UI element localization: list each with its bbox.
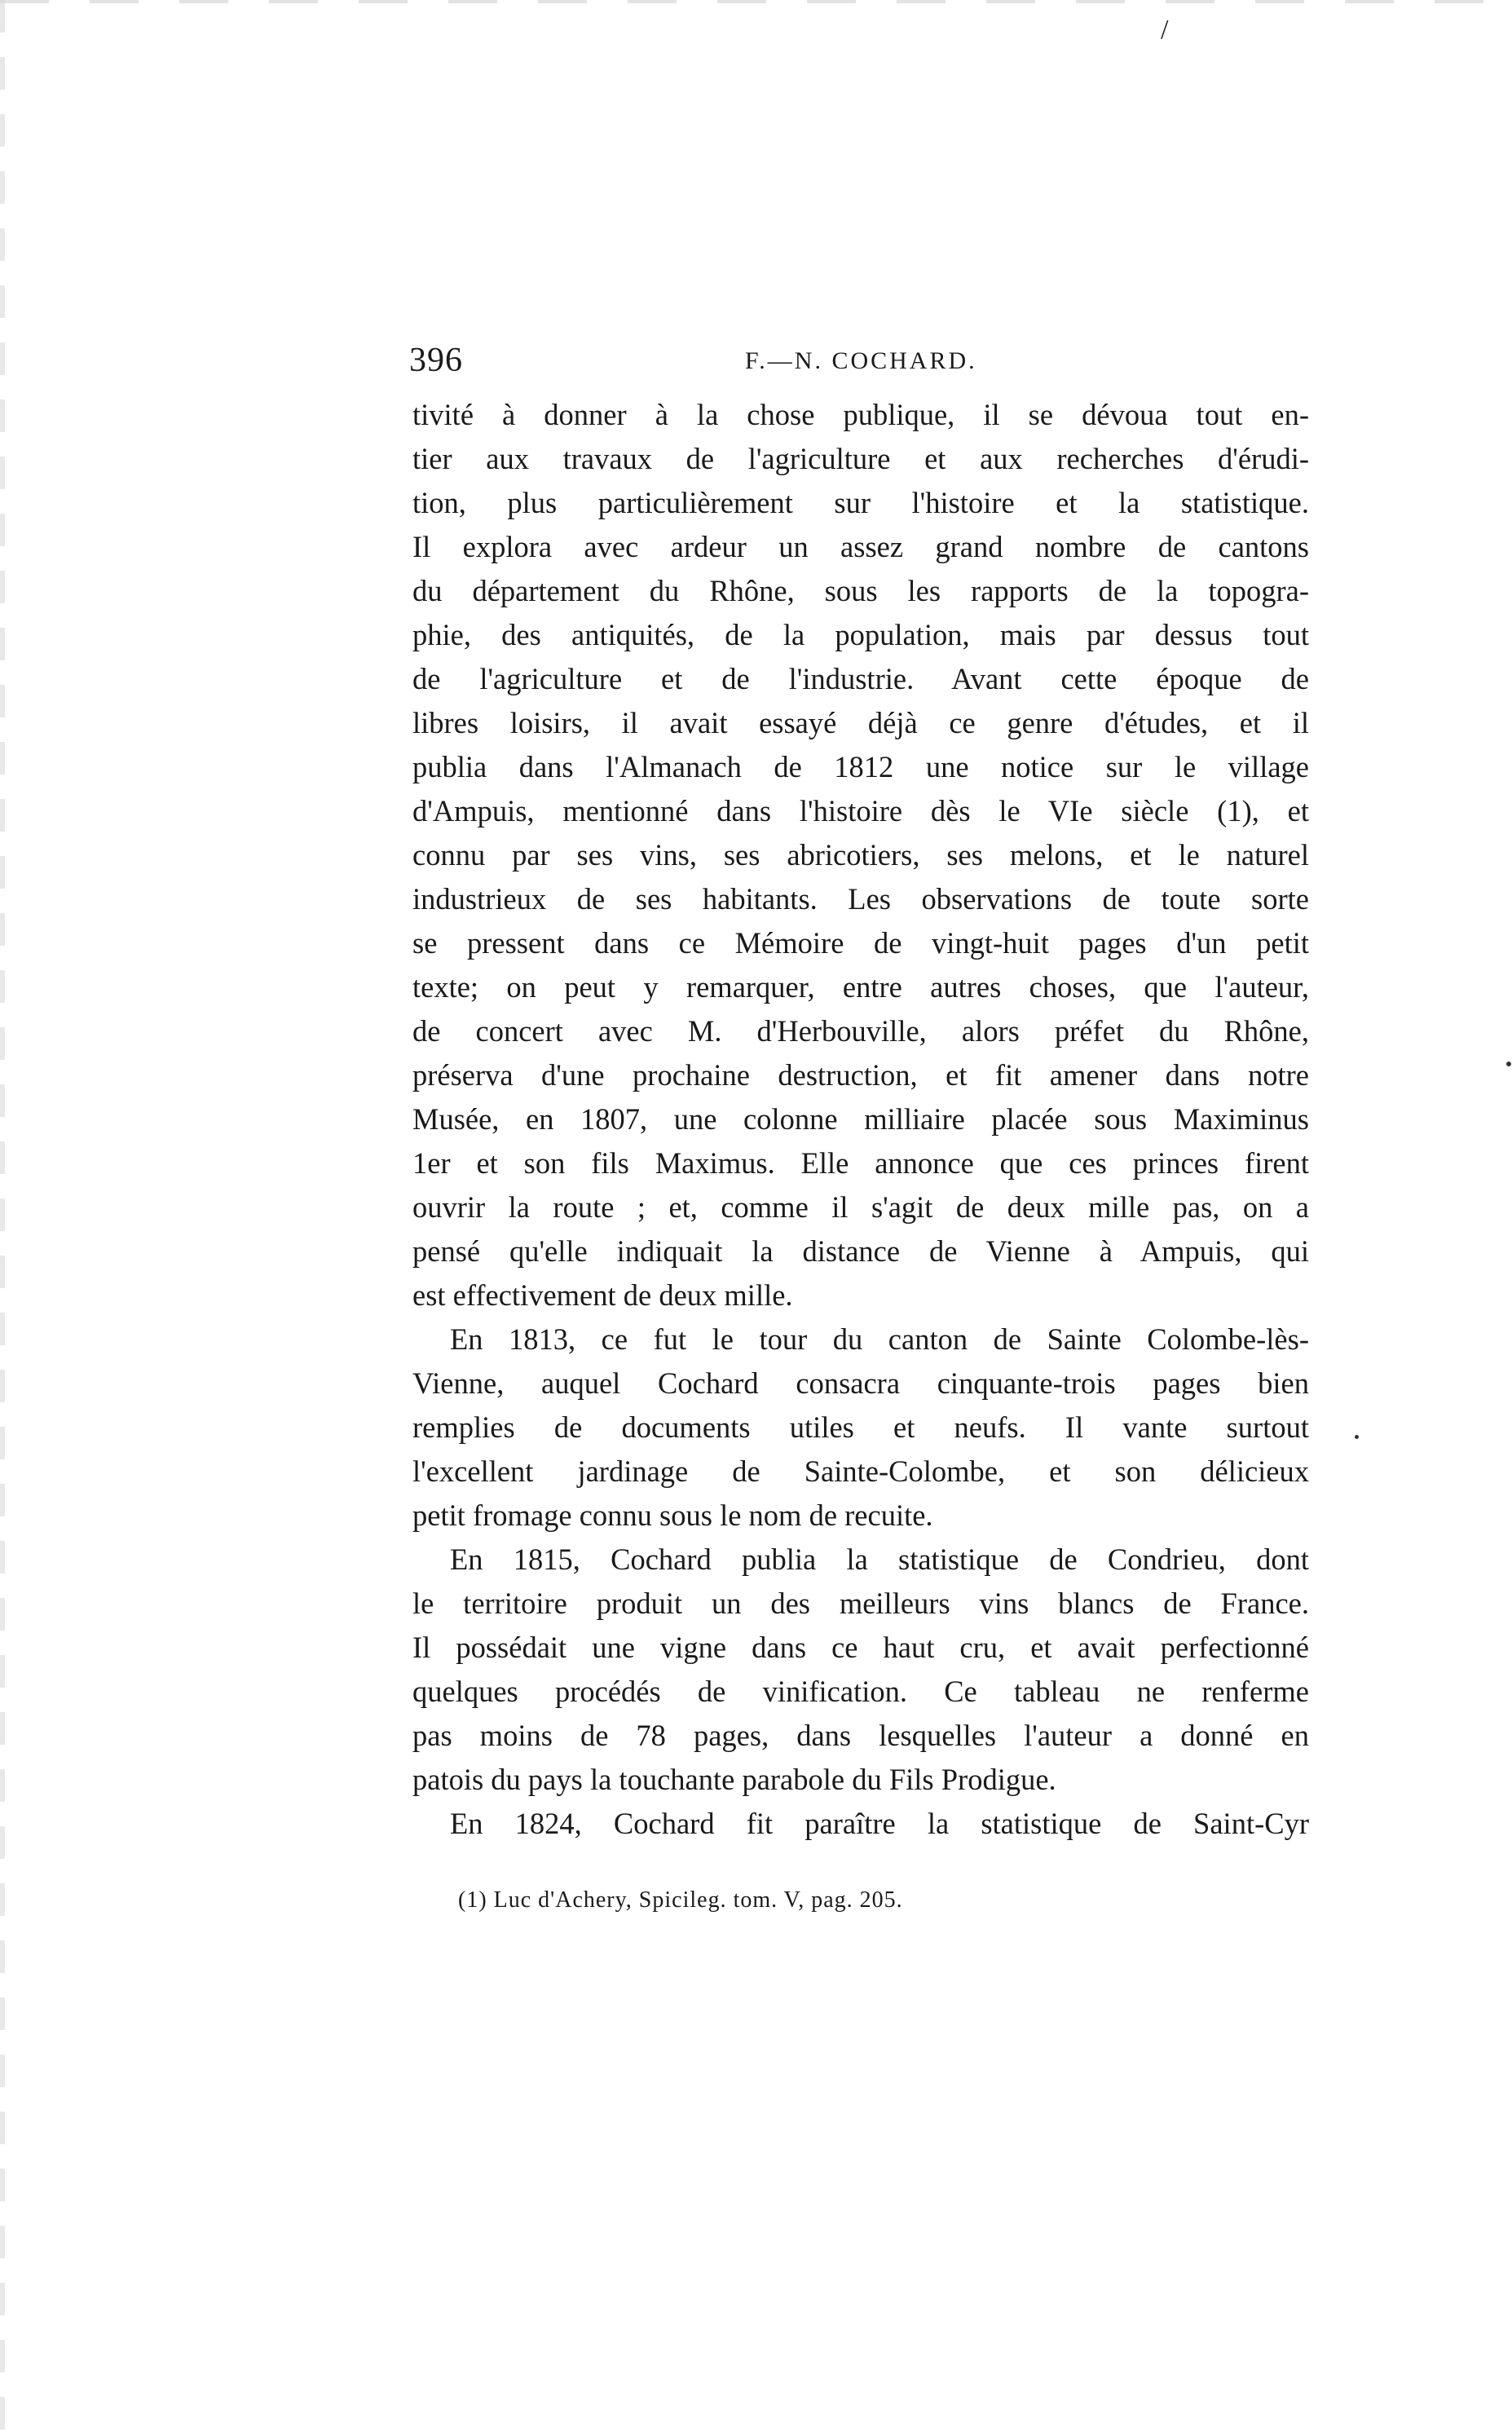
text-line: publia dans l'Almanach de 1812 une notice sur le village	[412, 750, 1309, 783]
text-line: du département du Rhône, sous les rapports de la topogra-	[412, 574, 1309, 607]
text-line: industrieux de ses habitants. Les observations de toute sorte	[412, 882, 1309, 916]
text-line: de l'agriculture et de l'industrie. Avant cette époque de	[412, 662, 1309, 695]
scan-left-edge	[0, 0, 5, 2432]
text-line: 1er et son fils Maximus. Elle annonce que ces princes firent	[412, 1146, 1309, 1180]
text-line: tion, plus particulièrement sur l'histoire et la statistique.	[412, 486, 1309, 519]
text-line: libres loisirs, il avait essayé déjà ce genre d'études, et il	[412, 706, 1309, 739]
ink-speck	[1355, 1435, 1359, 1439]
text-line: ouvrir la route ; et, comme il s'agit de deux mille pas, on a	[412, 1190, 1309, 1224]
scan-top-edge	[0, 0, 1512, 3]
body-text	[412, 393, 1309, 1846]
text-line: En 1815, Cochard publia la statistique de Condrieu, dont	[450, 1543, 1309, 1576]
page-number: 396	[409, 342, 463, 379]
text-line: petit fromage connu sous le nom de recuite.	[412, 1498, 933, 1532]
text-line: pensé qu'elle indiquait la distance de Vienne à Ampuis, qui	[412, 1234, 1309, 1268]
text-line: préserva d'une prochaine destruction, et fit amener dans notre	[412, 1058, 1309, 1092]
corner-mark: /	[1161, 15, 1169, 45]
text-line: le territoire produit un des meilleurs vins blancs de France.	[412, 1587, 1309, 1620]
text-line: En 1813, ce fut le tour du canton de Sainte Colombe-lès-	[450, 1322, 1309, 1356]
text-line: remplies de documents utiles et neufs. Il vante surtout	[412, 1410, 1309, 1444]
text-line: Il possédait une vigne dans ce haut cru, et avait perfectionné	[412, 1631, 1309, 1664]
text-line: est effectivement de deux mille.	[412, 1278, 793, 1312]
text-line: Il explora avec ardeur un assez grand nombre de cantons	[412, 530, 1309, 563]
text-line: tivité à donner à la chose publique, il se dévoua tout en-	[412, 398, 1309, 431]
text-line: Vienne, auquel Cochard consacra cinquante-trois pages bien	[412, 1366, 1309, 1400]
text-line: phie, des antiquités, de la population, mais par dessus tout	[412, 618, 1309, 651]
text-line: de concert avec M. d'Herbouville, alors préfet du Rhône,	[412, 1014, 1309, 1048]
text-line: l'excellent jardinage de Sainte-Colombe, et son délicieux	[412, 1454, 1309, 1488]
text-line: tier aux travaux de l'agriculture et aux recherches d'érudi-	[412, 442, 1309, 475]
text-line: se pressent dans ce Mémoire de vingt-huit pages d'un petit	[412, 926, 1309, 960]
page-header	[409, 341, 1306, 382]
footnote: (1) Luc d'Achery, Spicileg. tom. V, pag. 205.	[458, 1887, 903, 1913]
text-line: pas moins de 78 pages, dans lesquelles l'auteur a donné en	[412, 1719, 1309, 1752]
text-line: quelques procédés de vinification. Ce tableau ne renferme	[412, 1675, 1309, 1708]
text-line: connu par ses vins, ses abricotiers, ses melons, et le naturel	[412, 838, 1309, 872]
ink-speck	[1506, 1062, 1511, 1066]
text-line: d'Ampuis, mentionné dans l'histoire dès le VIe siècle (1), et	[412, 794, 1309, 828]
running-head: F.—N. COCHARD.	[745, 347, 977, 374]
text-line: texte; on peut y remarquer, entre autres choses, que l'auteur,	[412, 970, 1309, 1004]
text-line: patois du pays la touchante parabole du Fils Prodigue.	[412, 1763, 1056, 1796]
text-line: En 1824, Cochard fit paraître la statistique de Saint-Cyr	[450, 1807, 1309, 1840]
text-line: Musée, en 1807, une colonne milliaire placée sous Maximinus	[412, 1102, 1309, 1136]
